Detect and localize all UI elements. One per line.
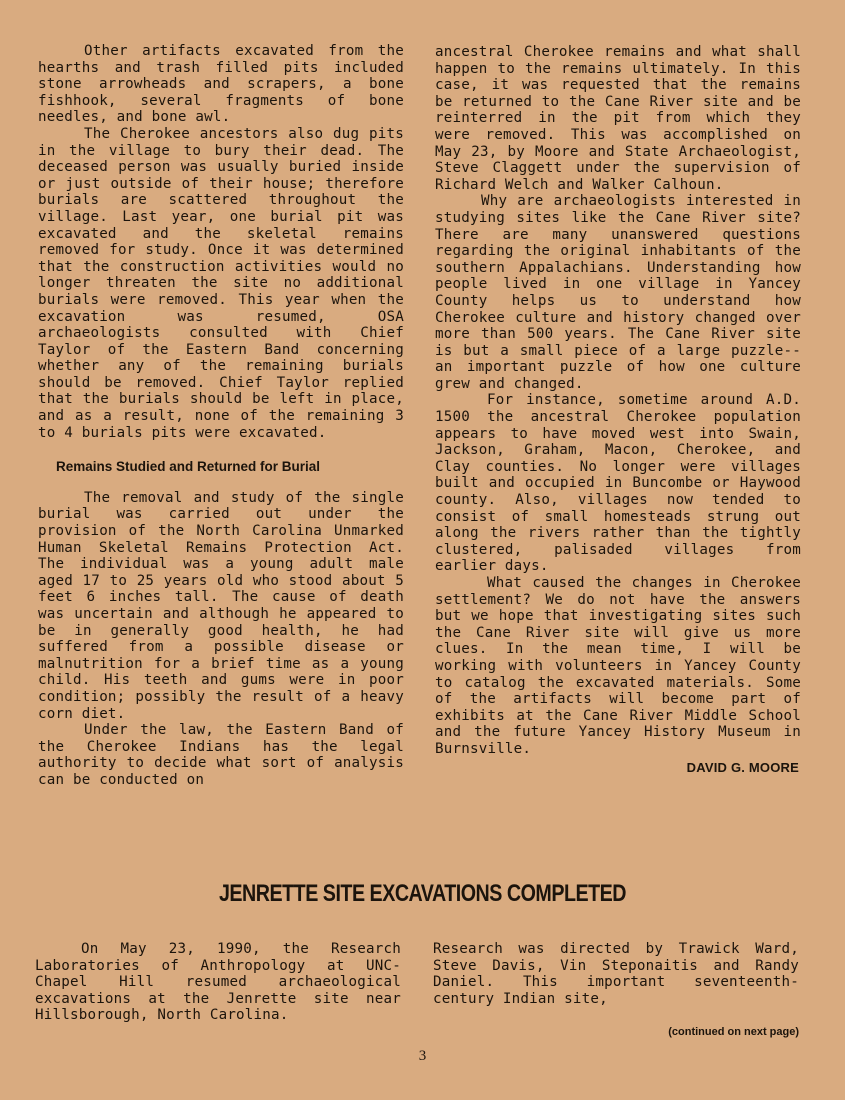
article-column-left <box>38 43 404 789</box>
paragraph-jenrette-research: Research was directed by Trawick Ward, Steve Davis, Vin Steponaitis and Randy Daniel. This important seventeenth-century Indian site, <box>433 941 799 1007</box>
paragraph-removal-study: The removal and study of the single burial was carried out under the provision of the North Carolina Unmarked Human Skeletal Remains Protection Act. The individual was a young adult male aged 17 to 25 years old who stood about 5 feet 6 inches tall. The cause of death was uncertain and although he appeared to be in generally good health, he had suffered from a possible disease or malnutrition for a brief time as a young child. His teeth and gums were in poor condition; possibly the result of a heavy corn diet. <box>38 489 404 722</box>
paragraph-burials: The Cherokee ancestors also dug pits in the village to bury their dead. The deceased person was usually buried inside or just outside of their house; therefore burials are scattered throughout the village. Last year, one burial pit was excavated and the skeletal remains removed for study. Once it was determined that the construction activities would no longer threaten the site no additional burials were removed. This year when the excavation was resumed, OSA archaeologists consulted with Chief Taylor of the Eastern Band concerning whether any of the remaining burials should be removed. Chief Taylor replied that the burials should be left in place, and as a result, none of the remaining 3 to 4 burials pits were excavated. <box>38 125 404 441</box>
paragraph-reinterred: ancestral Cherokee remains and what shall happen to the remains ultimately. In this case, it was requested that the remains be returned to the Cane River site and be reinterred in the pit from which they were removed. This was accomplished on May 23, by Moore and State Archaeologist, Steve Claggett under the supervision of Richard Welch and Walker Calhoun. <box>435 44 801 193</box>
page-number: 3 <box>418 1048 427 1064</box>
paragraph-jenrette-intro: On May 23, 1990, the Research Laboratories of Anthropology at UNC-Chapel Hill resumed archaeological excavations at the Jenrette site near Hillsborough, North Carolina. <box>35 941 401 1024</box>
article-column-right <box>435 44 801 776</box>
paragraph-law: Under the law, the Eastern Band of the Cherokee Indians has the legal authority to decide what sort of analysis can be conducted on <box>38 722 404 788</box>
subheading-remains-studied: Remains Studied and Returned for Burial <box>56 459 321 475</box>
jenrette-column-right <box>433 941 799 1007</box>
paragraph-for-instance: For instance, sometime around A.D. 1500 the ancestral Cherokee population appears to have moved west into Swain, Jackson, Graham, Macon, Cherokee, and Clay counties. No longer were villages built and occupied in Buncombe or Haywood county. Also, villages now tended to consist of small homesteads strung out along the rivers rather than the tightly clustered, palisaded villages from earlier days. <box>435 392 801 575</box>
article-headline: JENRETTE SITE EXCAVATIONS COMPLETED <box>218 880 627 907</box>
paragraph-what-caused: What caused the changes in Cherokee settlement? We do not have the answers but we hope that investigating sites such the Cane River site will give us more clues. In the mean time, I will be working with volunteers in Yancey County to catalog the excavated materials. Some of the artifacts will become part of exhibits at the Cane River Middle School and the future Yancey History Museum in Burnsville. <box>435 575 801 757</box>
continued-note: (continued on next page) <box>668 1026 799 1038</box>
jenrette-column-left <box>35 941 401 1024</box>
author-byline: DAVID G. MOORE <box>686 759 799 775</box>
paragraph-why-archaeologists: Why are archaeologists interested in studying sites like the Cane River site? There are many unanswered questions regarding the original inhabitants of the southern Appalachians. Understanding how people lived in one village in Yancey County helps us to understand how Cherokee culture and history changed over more than 500 years. The Cane River site is but a small piece of a large puzzle--an important puzzle of how one culture grew and changed. <box>435 193 801 392</box>
paragraph-artifacts: Other artifacts excavated from the hearths and trash filled pits included stone arrowheads and scrapers, a bone fishhook, several fragments of bone needles, and bone awl. <box>38 43 404 126</box>
